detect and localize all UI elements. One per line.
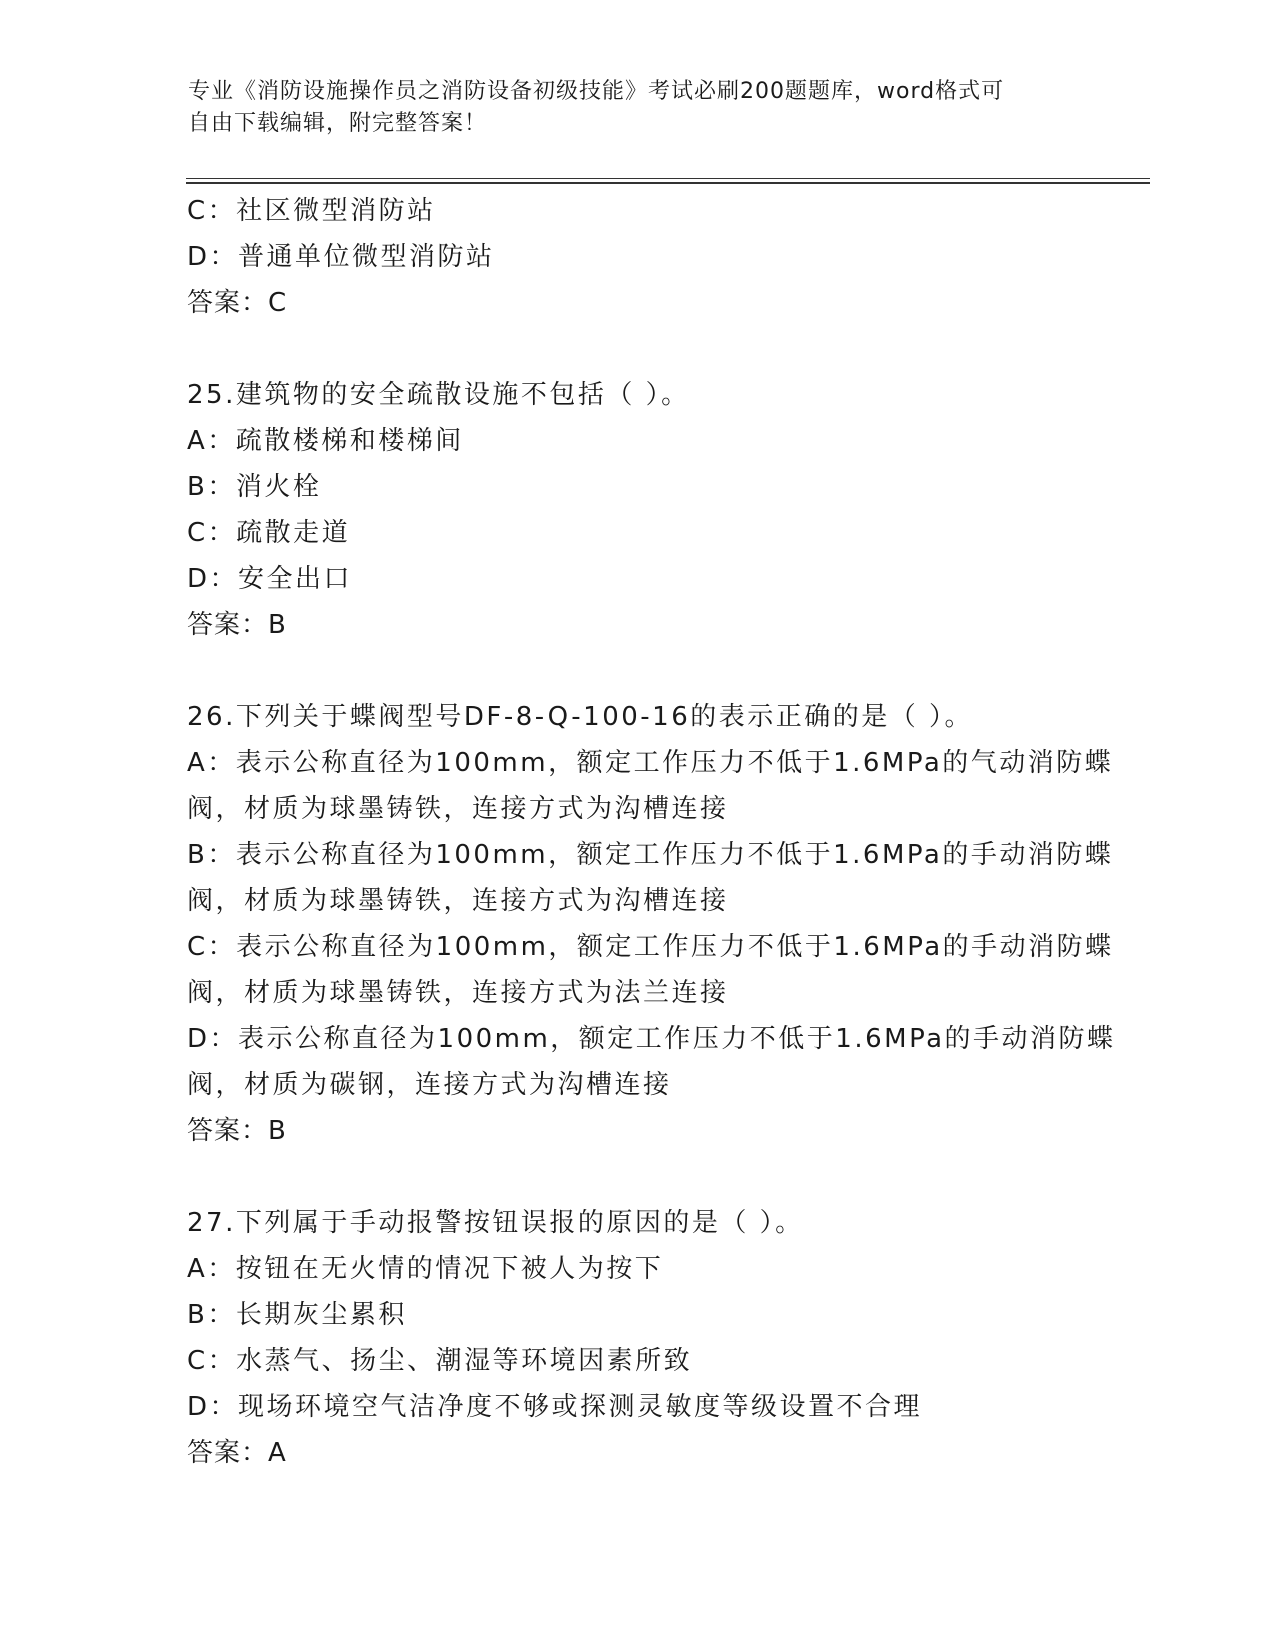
header-line-2: 自由下载编辑，附完整答案！ xyxy=(188,111,488,136)
answer: 答案：A xyxy=(187,1438,287,1468)
page-header xyxy=(188,76,1068,140)
question-25 xyxy=(187,372,1117,648)
answer: 答案：C xyxy=(187,288,288,318)
option-b: B：消火栓 xyxy=(187,472,322,502)
option-b-line-1: B：表示公称直径为100mm，额定工作压力不低于1.6MPa的手动消防蝶 xyxy=(187,840,1114,870)
option-a-line-1: A：表示公称直径为100mm，额定工作压力不低于1.6MPa的气动消防蝶 xyxy=(187,748,1114,778)
option-d: D：安全出口 xyxy=(187,564,353,594)
option-c-line-2: 阀，材质为球墨铸铁，连接方式为法兰连接 xyxy=(187,978,729,1008)
option-c: C：社区微型消防站 xyxy=(187,196,436,226)
option-a-line-2: 阀，材质为球墨铸铁，连接方式为沟槽连接 xyxy=(187,794,729,824)
question-list xyxy=(187,188,1117,1476)
question-stem: 27.下列属于手动报警按钮误报的原因的是（ ）。 xyxy=(187,1208,804,1238)
question-stem: 26.下列关于蝶阀型号DF-8-Q-100-16的表示正确的是（ ）。 xyxy=(187,702,974,732)
option-c: C：疏散走道 xyxy=(187,518,351,548)
option-c: C：水蒸气、扬尘、潮湿等环境因素所致 xyxy=(187,1346,693,1376)
option-a: A：按钮在无火情的情况下被人为按下 xyxy=(187,1254,664,1284)
option-b-line-2: 阀，材质为球墨铸铁，连接方式为沟槽连接 xyxy=(187,886,729,916)
option-d: D：普通单位微型消防站 xyxy=(187,242,495,272)
question-27 xyxy=(187,1200,1117,1476)
question-stem: 25.建筑物的安全疏散设施不包括（ ）。 xyxy=(187,380,690,410)
answer: 答案：B xyxy=(187,610,287,640)
header-divider-thick xyxy=(186,182,1150,184)
option-b: B：长期灰尘累积 xyxy=(187,1300,407,1330)
header-line-1: 专业《消防设施操作员之消防设备初级技能》考试必刷200题题库，word格式可 xyxy=(188,79,1005,104)
header-divider-thin xyxy=(186,178,1150,179)
option-d: D：现场环境空气洁净度不够或探测灵敏度等级设置不合理 xyxy=(187,1392,923,1422)
option-d-line-2: 阀，材质为碳钢，连接方式为沟槽连接 xyxy=(187,1070,672,1100)
option-d-line-1: D：表示公称直径为100mm，额定工作压力不低于1.6MPa的手动消防蝶 xyxy=(187,1024,1116,1054)
answer: 答案：B xyxy=(187,1116,287,1146)
option-a: A：疏散楼梯和楼梯间 xyxy=(187,426,464,456)
question-24-continued xyxy=(187,188,1117,326)
option-c-line-1: C：表示公称直径为100mm，额定工作压力不低于1.6MPa的手动消防蝶 xyxy=(187,932,1114,962)
question-26 xyxy=(187,694,1117,1154)
